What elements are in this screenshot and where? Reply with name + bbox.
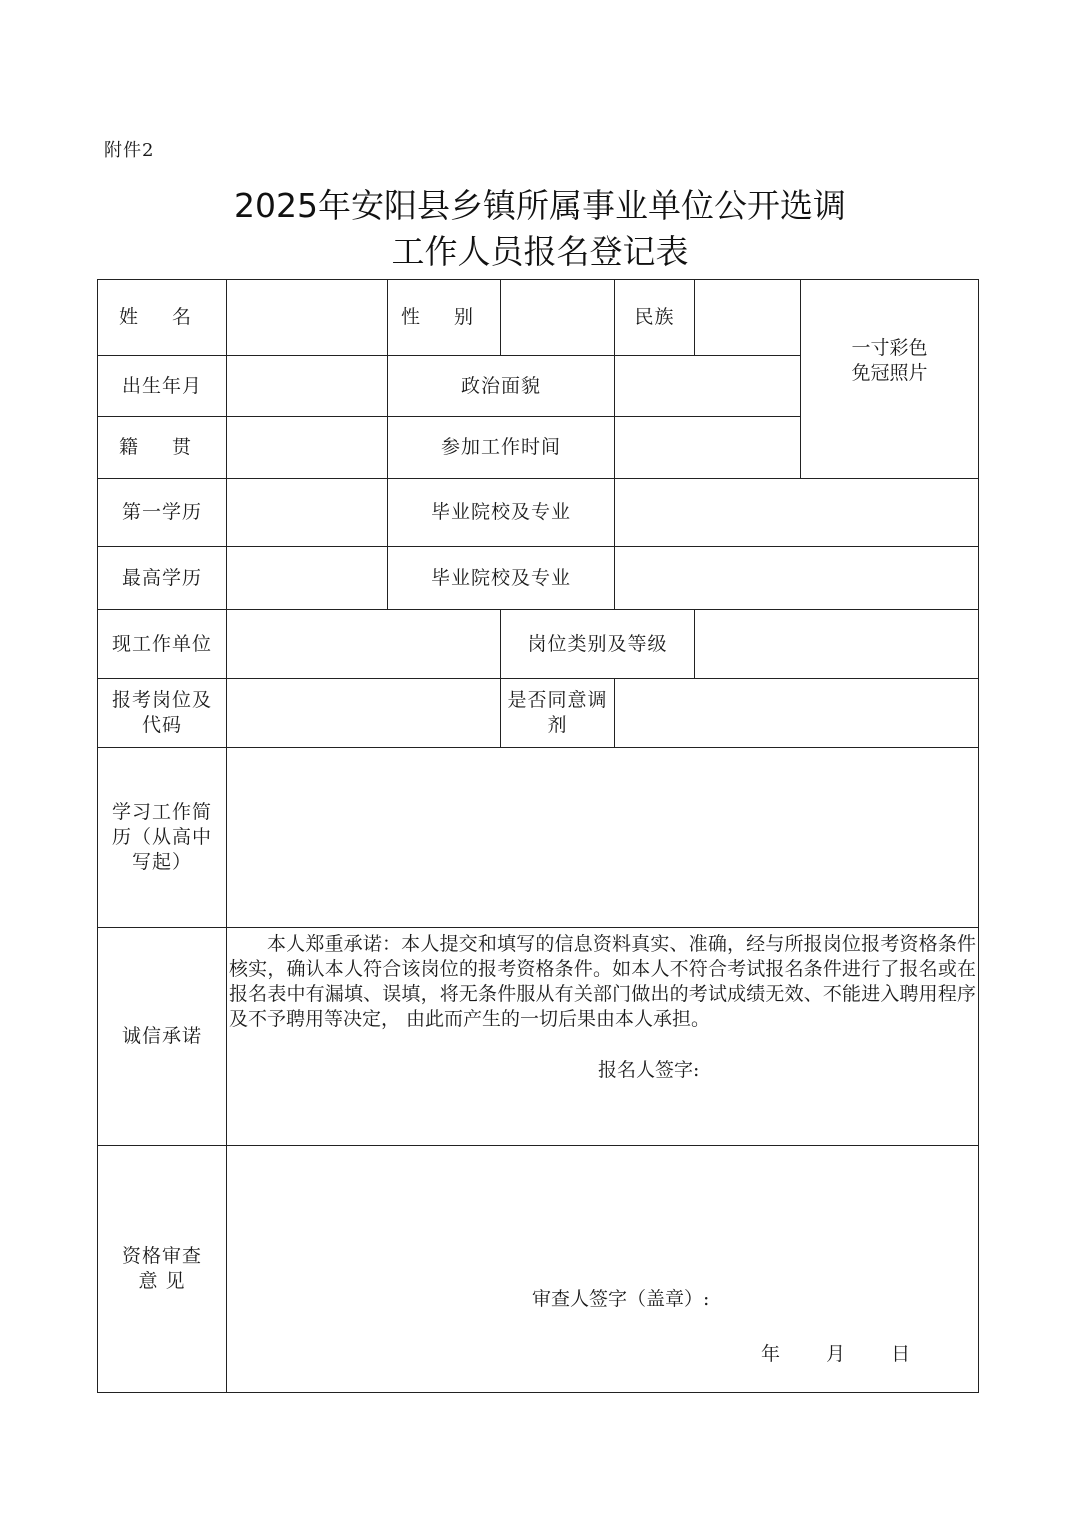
political-label: 政治面貌 xyxy=(388,356,615,417)
registration-form-table xyxy=(97,279,979,1393)
post-level-field[interactable] xyxy=(695,610,979,679)
applied-post-field[interactable] xyxy=(227,679,501,748)
resume-label: 学习工作简历（从高中写起） xyxy=(98,748,227,928)
date-day-label: 日 xyxy=(891,1343,911,1365)
ethnicity-field[interactable] xyxy=(695,280,801,356)
post-level-label: 岗位类别及等级 xyxy=(501,610,695,679)
first-education-field[interactable] xyxy=(227,479,388,547)
work-start-label: 参加工作时间 xyxy=(388,417,615,479)
current-unit-label: 现工作单位 xyxy=(98,610,227,679)
integrity-label: 诚信承诺 xyxy=(98,928,227,1146)
native-place-field[interactable] xyxy=(227,417,388,479)
photo-hint-line1: 一寸彩色 xyxy=(851,337,928,360)
highest-education-label: 最高学历 xyxy=(98,547,227,610)
name-field[interactable] xyxy=(227,280,388,356)
reviewer-signature-label: 审查人签字（盖章）: xyxy=(532,1288,710,1310)
school-major-field-1[interactable] xyxy=(615,479,979,547)
applicant-signature-label: 报名人签字: xyxy=(598,1059,700,1082)
school-major-label-1: 毕业院校及专业 xyxy=(388,479,615,547)
current-unit-field[interactable] xyxy=(227,610,501,679)
integrity-promise-text: 本人郑重承诺：本人提交和填写的信息资料真实、准确，经与所报岗位报考资格条件核实，确认本人符合该岗位的报考资格条件。如本人不符合考试报名条件进行了报名或在报名表中有漏填、误填，将无条件服从有关部门做出的考试成绩无效、不能进入聘用程序及不予聘用等决定， 由此而产生的一切后果由本人承担。 xyxy=(229,933,976,1031)
applied-post-label: 报考岗位及代码 xyxy=(98,679,227,748)
photo-cell[interactable] xyxy=(801,280,979,479)
resume-field[interactable] xyxy=(227,748,979,928)
first-education-label: 第一学历 xyxy=(98,479,227,547)
native-place-label: 籍 贯 xyxy=(98,417,227,479)
date-year-label: 年 xyxy=(761,1343,781,1365)
birth-label: 出生年月 xyxy=(98,356,227,417)
birth-field[interactable] xyxy=(227,356,388,417)
photo-hint-line2: 免冠照片 xyxy=(851,362,928,384)
highest-education-field[interactable] xyxy=(227,547,388,610)
review-opinion-cell[interactable] xyxy=(227,1146,979,1393)
review-date xyxy=(761,1342,950,1367)
gender-field[interactable] xyxy=(501,280,615,356)
school-major-field-2[interactable] xyxy=(615,547,979,610)
attachment-label: 附件2 xyxy=(104,140,155,161)
name-label: 姓 名 xyxy=(98,280,227,356)
form-title-line1: 2025年安阳县乡镇所属事业单位公开选调 xyxy=(234,186,846,225)
date-month-label: 月 xyxy=(826,1343,846,1365)
review-label: 资格审查意 见 xyxy=(98,1146,227,1393)
integrity-promise-cell xyxy=(227,928,979,1146)
work-start-field[interactable] xyxy=(615,417,801,479)
adjust-label: 是否同意调剂 xyxy=(501,679,615,748)
ethnicity-label: 民族 xyxy=(615,280,695,356)
gender-label: 性 别 xyxy=(388,280,501,356)
school-major-label-2: 毕业院校及专业 xyxy=(388,547,615,610)
adjust-field[interactable] xyxy=(615,679,979,748)
political-field[interactable] xyxy=(615,356,801,417)
form-title-line2: 工作人员报名登记表 xyxy=(391,232,689,271)
